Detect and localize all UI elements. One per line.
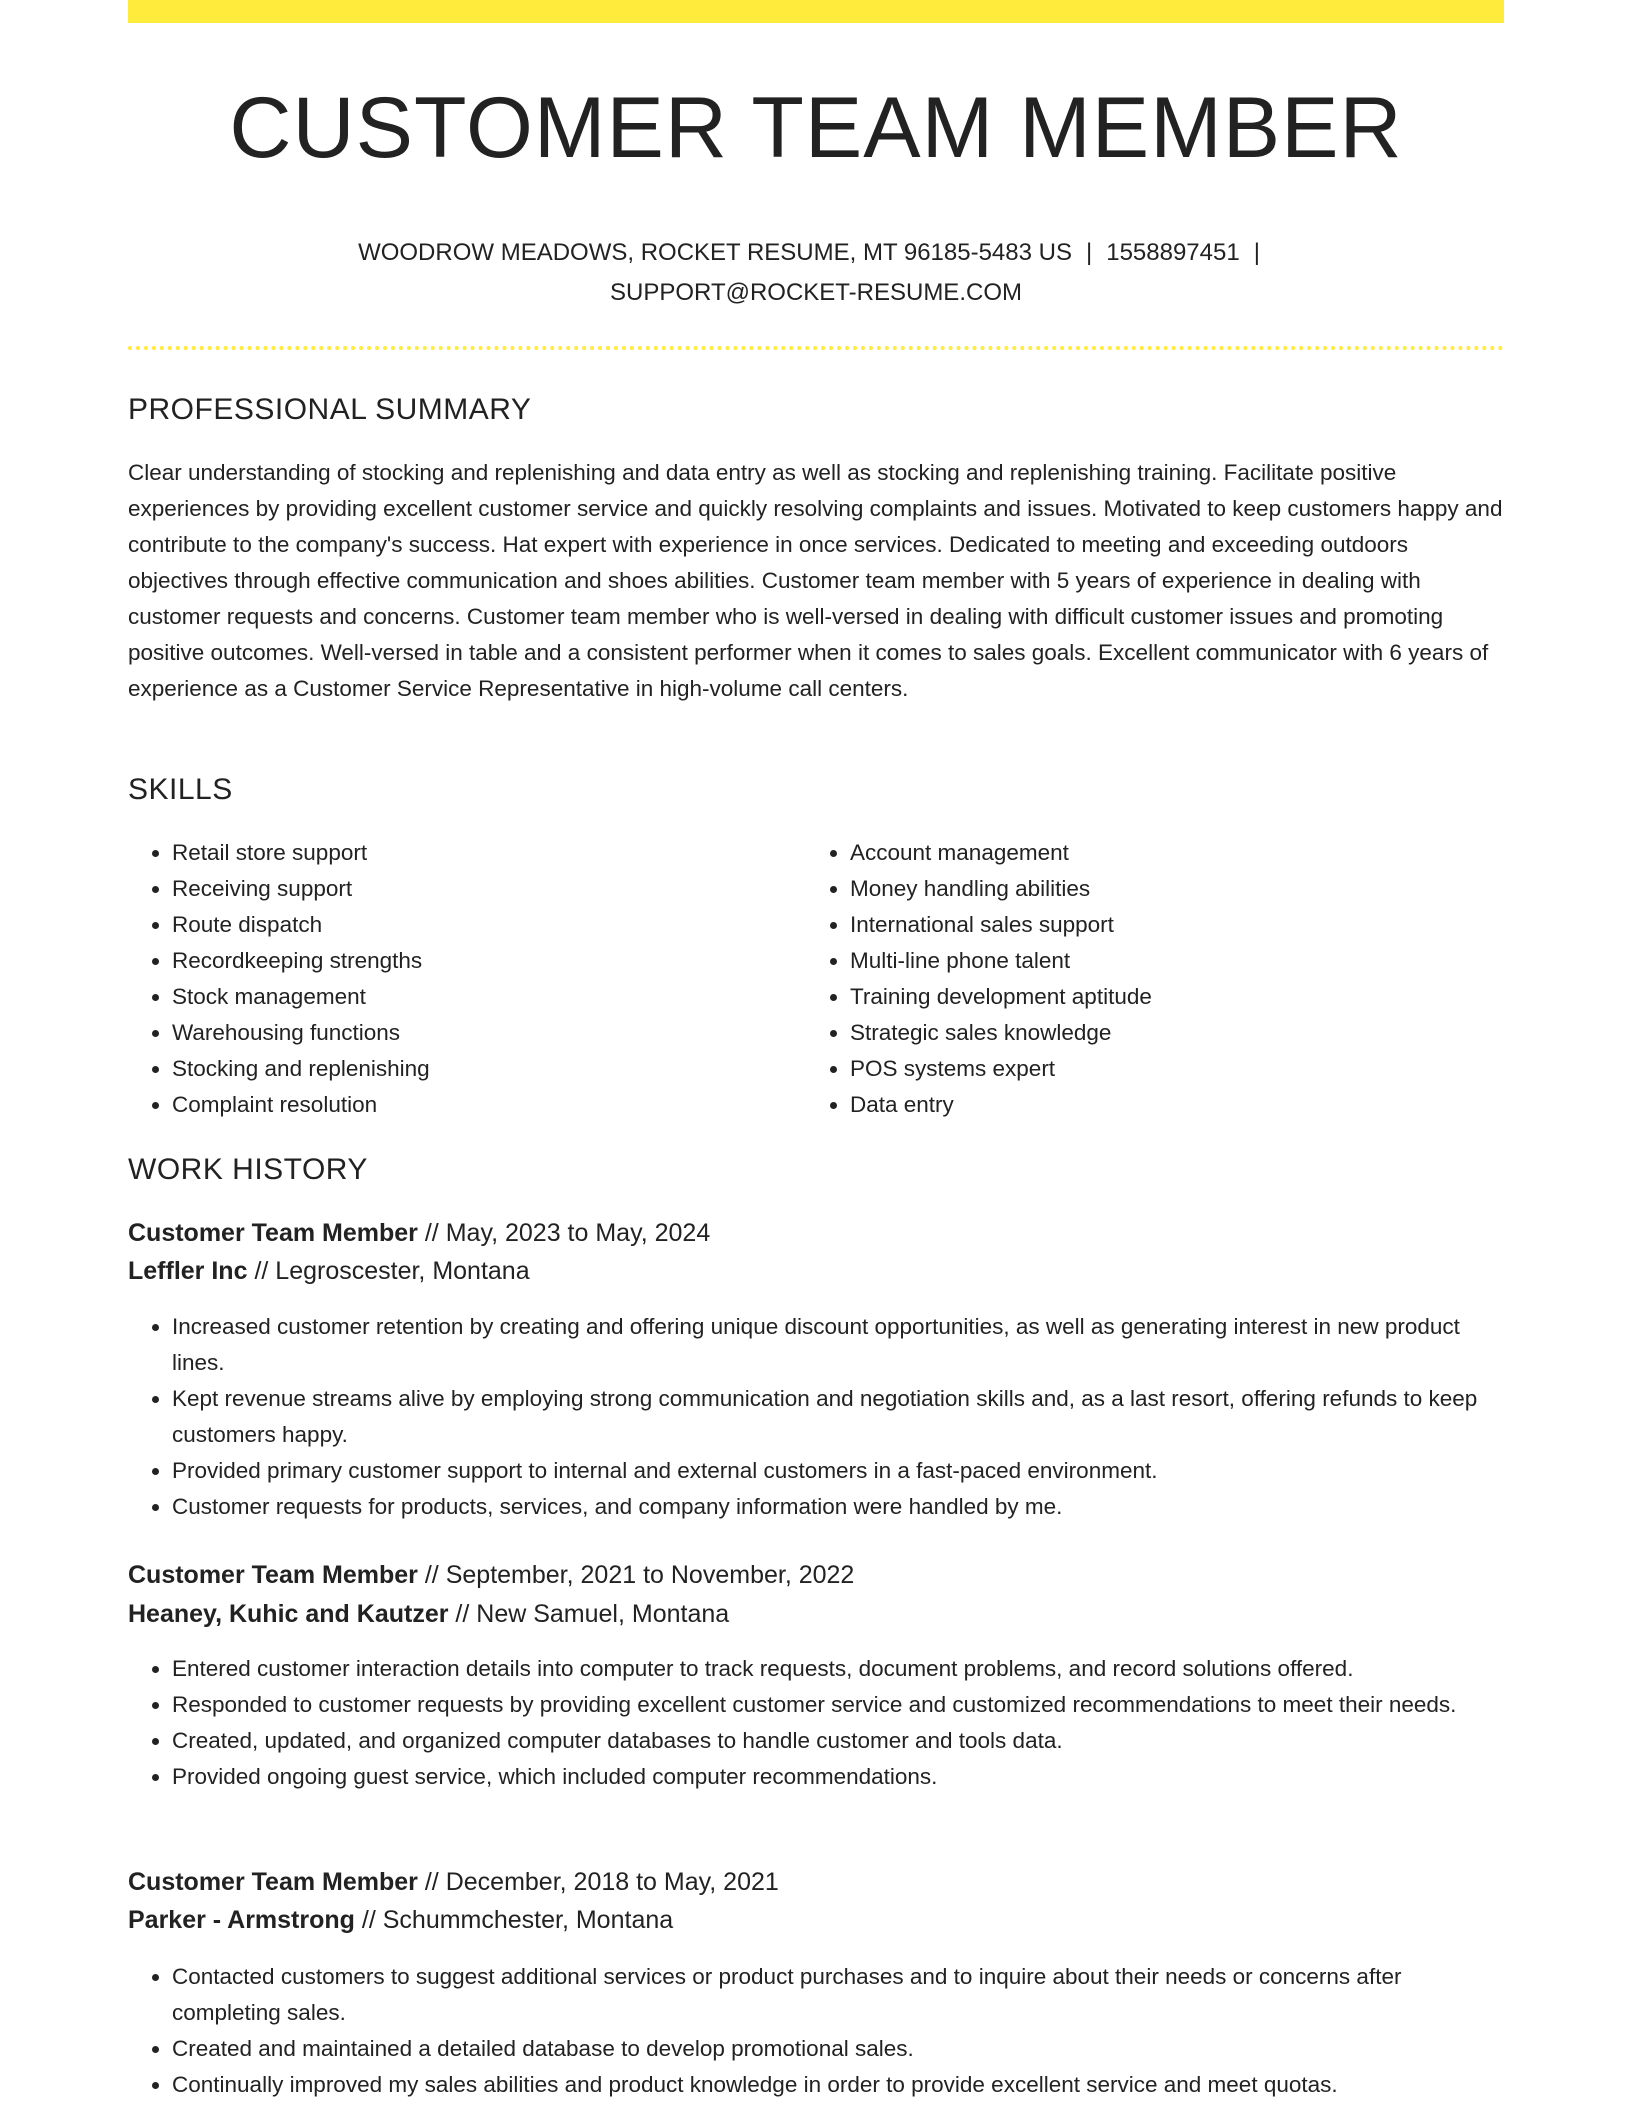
- job-bullet: • Provided ongoing guest service, which included computer recommendations.: [172, 1759, 1504, 1795]
- work-history-heading: WORK HISTORY: [128, 1153, 368, 1186]
- skill-item: • International sales support: [850, 907, 1450, 943]
- job-dates: May, 2023 to May, 2024: [445, 1219, 711, 1247]
- job-location: Schummchester, Montana: [382, 1906, 674, 1934]
- email-text[interactable]: SUPPORT@ROCKET-RESUME.COM: [610, 279, 1022, 306]
- job-bullet: • Customer requests for products, services, and company information were handled by me.: [172, 1489, 1504, 1525]
- skill-item: • Stocking and replenishing: [172, 1051, 772, 1087]
- job-bullet: • Increased customer retention by creating and offering unique discount opportunities, as well as generating interest in new product lines.: [172, 1309, 1504, 1381]
- job-separator: //: [424, 1561, 439, 1589]
- contact-info: [300, 233, 1332, 313]
- job-company-line: [128, 1600, 729, 1629]
- job-location: Legroscester, Montana: [275, 1257, 530, 1285]
- address-text: WOODROW MEADOWS, ROCKET RESUME, MT 96185-5483 US: [358, 239, 1072, 266]
- job-company: Parker - Armstrong: [128, 1906, 355, 1934]
- job-company-line: [128, 1257, 530, 1286]
- job-title-line: [128, 1561, 854, 1590]
- job-bullet: • Created, updated, and organized computer databases to handle customer and tools data.: [172, 1723, 1504, 1759]
- contact-separator: |: [1085, 239, 1093, 266]
- skills-list-left: [128, 835, 772, 1123]
- summary-paragraph: Clear understanding of stocking and replenishing and data entry as well as stocking and replenishing training. Facilitate positive experiences by providing excellent customer service and quickly resolving complaints and issues. Motivated to keep customers happy and contribute to the company's success. Hat expert with experience in once services. Dedicated to meeting and exceeding outdoors objectives through effective communication and shoes abilities. Customer team member with 5 years of experience in dealing with customer requests and concerns. Customer team member who is well-versed in dealing with difficult customer issues and promoting positive outcomes. Well-versed in table and a consistent performer when it comes to sales goals. Excellent communicator with 6 years of experience as a Customer Service Representative in high-volume call centers.: [128, 460, 1503, 701]
- top-accent-bar: [128, 0, 1504, 23]
- job-title-line: [128, 1219, 710, 1248]
- resume-title: CUSTOMER TEAM MEMBER: [229, 80, 1403, 176]
- job-separator: //: [455, 1600, 470, 1628]
- job-title-line: [128, 1868, 779, 1897]
- skill-item: • Stock management: [172, 979, 772, 1015]
- skill-item: • Warehousing functions: [172, 1015, 772, 1051]
- skill-item: • Money handling abilities: [850, 871, 1450, 907]
- skill-item: • Strategic sales knowledge: [850, 1015, 1450, 1051]
- contact-separator: |: [1253, 239, 1260, 266]
- job-location: New Samuel, Montana: [476, 1600, 730, 1628]
- job-bullet: • Responded to customer requests by providing excellent customer service and customized recommendations to meet their needs.: [172, 1687, 1504, 1723]
- job-separator: //: [361, 1906, 376, 1934]
- job-separator: //: [254, 1257, 269, 1285]
- skills-list-right: [806, 835, 1450, 1123]
- skill-item: • Route dispatch: [172, 907, 772, 943]
- job-bullet: • Created and maintained a detailed database to develop promotional sales.: [172, 2031, 1504, 2067]
- job-bullets: [128, 1651, 1504, 1795]
- skill-item: • Training development aptitude: [850, 979, 1450, 1015]
- job-bullet: • Contacted customers to suggest additional services or product purchases and to inquire about their needs or concerns after completing sales.: [172, 1959, 1504, 2031]
- job-separator: //: [424, 1219, 439, 1247]
- job-role: Customer Team Member: [128, 1219, 418, 1247]
- job-bullet: • Kept revenue streams alive by employing strong communication and negotiation skills and, as a last resort, offering refunds to keep customers happy.: [172, 1381, 1504, 1453]
- skill-item: • Receiving support: [172, 871, 772, 907]
- job-company: Leffler Inc: [128, 1257, 248, 1285]
- skill-item: • Multi-line phone talent: [850, 943, 1450, 979]
- skill-item: • Recordkeeping strengths: [172, 943, 772, 979]
- job-company-line: [128, 1906, 673, 1935]
- job-bullet: • Continually improved my sales abilities and product knowledge in order to provide excellent service and meet quotas.: [172, 2067, 1504, 2103]
- job-separator: //: [424, 1868, 439, 1896]
- skill-item: • POS systems expert: [850, 1051, 1450, 1087]
- skill-item: • Retail store support: [172, 835, 772, 871]
- job-dates: December, 2018 to May, 2021: [445, 1868, 779, 1896]
- job-bullet: • Provided primary customer support to internal and external customers in a fast-paced environment.: [172, 1453, 1504, 1489]
- phone-text: 1558897451: [1106, 239, 1240, 266]
- skills-heading: SKILLS: [128, 773, 233, 806]
- summary-heading: PROFESSIONAL SUMMARY: [128, 393, 532, 426]
- job-bullets: [128, 1309, 1504, 1525]
- job-role: Customer Team Member: [128, 1868, 418, 1896]
- skill-item: • Complaint resolution: [172, 1087, 772, 1123]
- job-bullet: • Entered customer interaction details into computer to track requests, document problems, and record solutions offered.: [172, 1651, 1504, 1687]
- job-bullets: [128, 1959, 1504, 2103]
- job-dates: September, 2021 to November, 2022: [445, 1561, 855, 1589]
- job-role: Customer Team Member: [128, 1561, 418, 1589]
- skill-item: • Account management: [850, 835, 1450, 871]
- header-divider: [128, 346, 1504, 350]
- skill-item: • Data entry: [850, 1087, 1450, 1123]
- job-company: Heaney, Kuhic and Kautzer: [128, 1600, 449, 1628]
